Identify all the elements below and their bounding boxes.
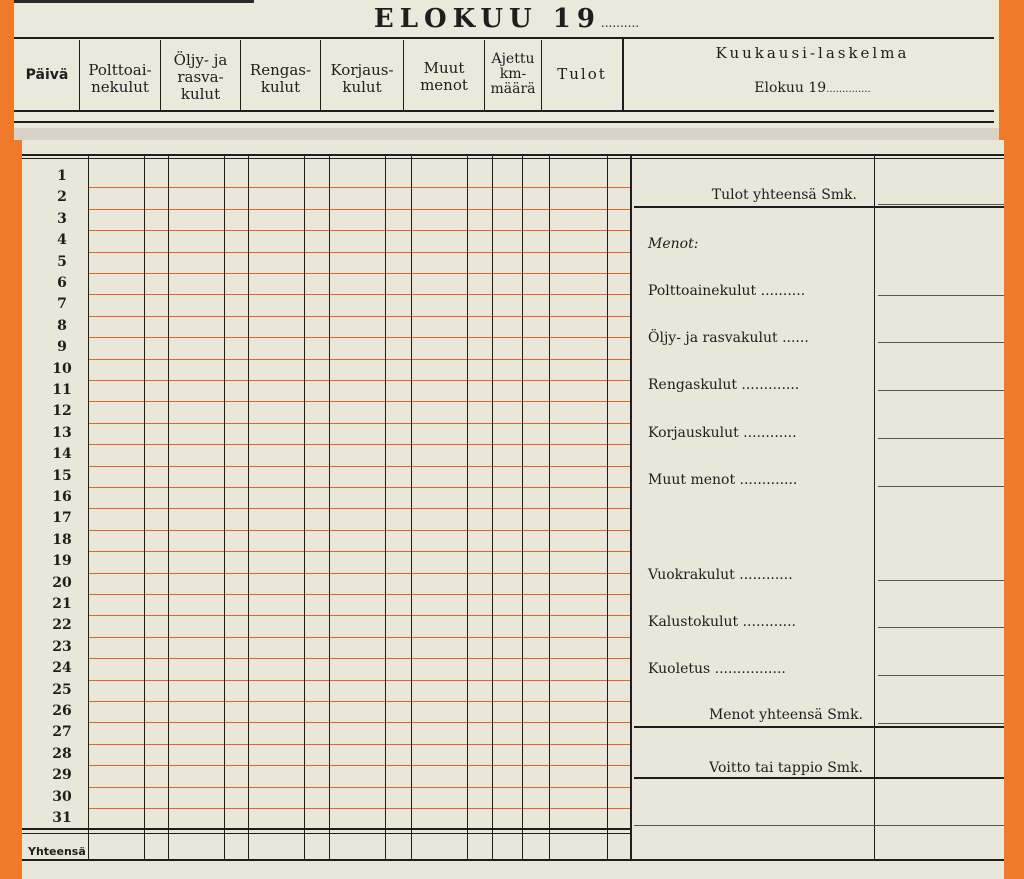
col-header-polttoaine: Polttoai- nekulut (88, 61, 152, 96)
binding-edge (14, 0, 254, 3)
day-number: 25 (52, 682, 72, 698)
day-number: 3 (57, 211, 67, 227)
profit-loss-rule (634, 777, 1004, 779)
expense-item-equipment: Kalustokulut ............ (648, 614, 797, 630)
column-line (492, 156, 493, 859)
amount-entry-line (878, 390, 1004, 391)
column-line (467, 156, 468, 859)
column-line (522, 156, 523, 859)
day-number: 11 (52, 382, 72, 398)
profit-loss-label: Voitto tai tappio Smk. (709, 760, 863, 776)
column-line (304, 156, 305, 859)
column-line (411, 156, 412, 859)
column-line (168, 156, 169, 859)
day-number: 9 (57, 339, 67, 355)
day-number: 7 (57, 296, 67, 312)
title-dots: .......... (600, 16, 640, 30)
amount-entry-line (878, 723, 1004, 724)
income-total-label: Tulot yhteensä Smk. (711, 187, 857, 203)
column-line (630, 156, 632, 859)
page-title (14, 4, 999, 34)
col-header-muut: Muut menot (420, 59, 468, 94)
column-line (329, 156, 330, 859)
income-total-rule (634, 206, 1004, 208)
column-line (224, 156, 225, 859)
expense-item-other: Muut menot ............. (648, 472, 798, 488)
total-row-top-rule (22, 828, 630, 830)
calc-amount-column-line (874, 156, 875, 859)
total-row-label: Yhteensä (28, 845, 86, 858)
day-number: 27 (52, 724, 72, 740)
month-calc-title: Kuukausi-laskelma (715, 44, 910, 62)
day-number: 4 (57, 232, 67, 248)
col-header-ajettu: Ajettu km- määrä (490, 51, 536, 97)
day-number: 2 (57, 189, 67, 205)
expense-item-tyres: Rengaskulut ............. (648, 377, 800, 393)
day-number: 26 (52, 703, 72, 719)
day-number: 17 (52, 510, 72, 526)
col-header-paiva: Päivä (25, 67, 69, 83)
column-line (88, 156, 89, 859)
ledger-sheet (22, 140, 1004, 879)
amount-entry-line (878, 295, 1004, 296)
total-row-top-rule-thin (22, 833, 630, 834)
day-number: 8 (57, 318, 67, 334)
day-number: 21 (52, 596, 72, 612)
day-number: 29 (52, 767, 72, 783)
blank-entry-line (634, 825, 1004, 826)
day-number: 19 (52, 553, 72, 569)
day-number: 15 (52, 468, 72, 484)
amount-entry-line (878, 486, 1004, 487)
day-number: 12 (52, 403, 72, 419)
ledger-bottom-rule (22, 859, 1004, 861)
day-number: 18 (52, 532, 72, 548)
expense-item-fuel: Polttoainekulut .......... (648, 283, 806, 299)
amount-entry-line (878, 204, 1004, 205)
col-header-rengas: Rengas- kulut (249, 61, 312, 96)
day-number: 1 (57, 168, 67, 184)
expense-item-oil: Öljy- ja rasvakulut ...... (648, 330, 809, 346)
day-number: 6 (57, 275, 67, 291)
amount-entry-line (878, 342, 1004, 343)
month-calc-subtitle: Elokuu 19.............. (754, 80, 871, 96)
expense-item-repairs: Korjauskulut ............ (648, 425, 797, 441)
header-strip (14, 0, 999, 128)
expense-item-depreciation: Kuoletus ................ (648, 661, 786, 677)
title-text: ELOKUU 19 (373, 4, 601, 34)
amount-entry-line (878, 438, 1004, 439)
day-number: 24 (52, 660, 72, 676)
amount-entry-line (878, 627, 1004, 628)
expense-item-rent: Vuokrakulut ............ (648, 567, 793, 583)
day-number: 22 (52, 617, 72, 633)
expenses-total-rule (634, 726, 1004, 728)
col-header-korjaus: Korjaus- kulut (330, 61, 394, 96)
day-number: 14 (52, 446, 72, 462)
column-line (549, 156, 550, 859)
column-line (607, 156, 608, 859)
day-number: 30 (52, 789, 72, 805)
col-header-tulot: Tulot (557, 65, 607, 83)
column-line (144, 156, 145, 859)
day-number: 28 (52, 746, 72, 762)
day-number: 5 (57, 254, 67, 270)
ledger-top-rule (22, 154, 1004, 156)
col-header-oljy: Öljy- ja rasva- kulut (173, 51, 228, 103)
amount-entry-line (878, 580, 1004, 581)
day-number: 16 (52, 489, 72, 505)
day-number: 13 (52, 425, 72, 441)
column-line (248, 156, 249, 859)
day-number: 31 (52, 810, 72, 826)
amount-entry-line (878, 675, 1004, 676)
page-fold (14, 128, 999, 140)
column-line (385, 156, 386, 859)
day-number: 20 (52, 575, 72, 591)
expenses-heading: Menot: (648, 236, 699, 252)
ledger-top-rule-thin (22, 158, 1004, 159)
day-number: 10 (52, 361, 72, 377)
day-number: 23 (52, 639, 72, 655)
expenses-total-label: Menot yhteensä Smk. (708, 707, 863, 723)
